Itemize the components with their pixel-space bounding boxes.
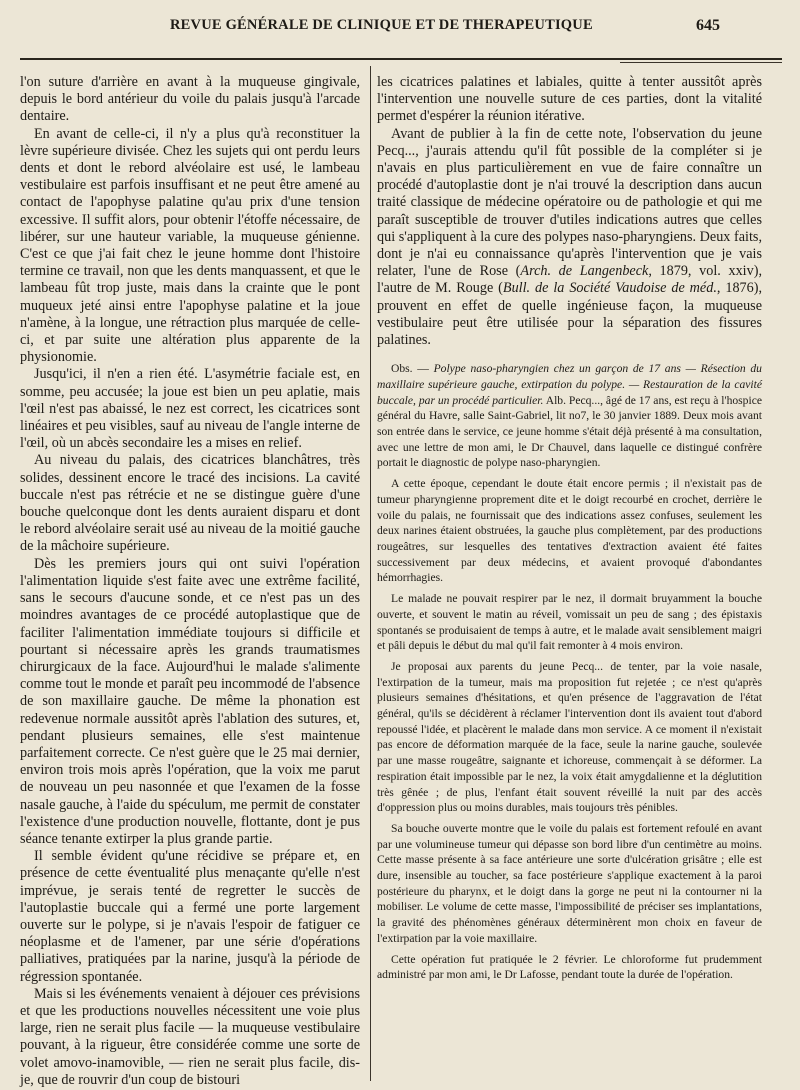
header-rule-secondary bbox=[620, 62, 782, 63]
page-number: 645 bbox=[696, 17, 720, 34]
paragraph: A cette époque, cependant le doute était encore permis ; il n'existait pas de tumeur pharyngienne proprement dite et le doigt recourbé en crochet, derrière le voile du palais, ne fournissait que des indications assez confuses, seulement les deux narines étaient obstruées, la gauche plus complètement, par des productions rougeâtres, sur lesquelles des tentatives d'extraction avaient été faites successivement par deux médecins, et avaient provoqué d'abondantes hémorrhagies. bbox=[377, 477, 762, 585]
paragraph: Le malade ne pouvait respirer par le nez, il dormait bruyamment la bouche ouverte, et souvent le matin au réveil, vomissait un peu de sang ; des épistaxis spontanés se produisaient de temps à autre, et le malade avait sensiblement maigri et pâli depuis le début du mal qu'il fait remonter à 4 mois environ. bbox=[377, 592, 762, 653]
citation: Bull. de la Société Vaudoise de méd. bbox=[502, 280, 717, 297]
paragraph: l'on suture d'arrière en avant à la muqueuse gingivale, depuis le bord antérieur du voile du palais jusqu'à l'arcade dentaire. bbox=[20, 74, 360, 125]
paragraph-text: Avant de publier à la fin de cette note, l'observation du jeune Pecq..., j'aurais attendu qu'il fût possible de la compléter si je n'avais en plus particulièrement en vue de faire connaître un procédé d'autoplastie dont je n'ai trouvé la description dans aucun traité classique de médecine opératoire ou de pathologie et qui me paraît susceptible de trouver d'utiles indications autres que celles qui s'appliquent à la cure des polypes naso-pharyngiens. Deux faits, dont je n'ai eu connaissance qu'après l'intervention que je vais relater, l'une de Rose ( bbox=[377, 125, 762, 280]
left-column bbox=[20, 74, 360, 1089]
header-rule bbox=[20, 58, 782, 60]
column-divider bbox=[370, 66, 371, 1081]
paragraph: Il semble évident qu'une récidive se prépare et, en présence de cette éventualité plus menaçante qu'elle n'est imprévue, je serais tenté de regretter le succès de l'autoplastie buccale qui a fermé une porte largement ouverte sur le polype, si je n'avais l'espoir de fatiguer ce néoplasme et de l'amener, par une série d'opérations palliatives, pratiquées par la narine, jusqu'à la période de régression spontanée. bbox=[20, 848, 360, 985]
paragraph bbox=[377, 126, 762, 350]
observation-paragraph bbox=[377, 361, 762, 471]
paragraph: Cette opération fut pratiquée le 2 février. Le chloroforme fut prudemment administré par mon ami, le Dr Lafosse, pendant toute la durée de l'opération. bbox=[377, 952, 762, 982]
paragraph-text: , 1879, vol. xxiv), l'autre de M. Rouge ( bbox=[377, 263, 762, 297]
paragraph: les cicatrices palatines et labiales, quitte à tenter aussitôt après l'intervention une nouvelle suture de ces parties, dont la vitalité permet d'espérer la réunion itérative. bbox=[377, 74, 762, 125]
right-column bbox=[377, 74, 762, 983]
observation-label: Obs. — bbox=[391, 362, 434, 376]
running-title: REVUE GÉNÉRALE DE CLINIQUE ET DE THERAPEUTIQUE bbox=[170, 17, 593, 33]
paragraph: Sa bouche ouverte montre que le voile du palais est fortement refoulé en avant par une volumineuse tumeur qui dépasse son bord libre d'un centimètre au moins. Cette masse présente à sa face antérieure une sorte d'ulcération grisâtre ; elle est dure, insensible au toucher, sa face postérieure s'applique exactement à la paroi postérieure du pharynx, et le doigt dans la gorge ne peut ni la contourner ni la mobiliser. Le volume de cette masse, l'impossibilité de préciser ses implantations, la gravité des phénomènes généraux déterminèrent mon choix en faveur de l'extirpation par la voie maxillaire. bbox=[377, 821, 762, 945]
paragraph-text: , 1876), prouvent en effet de quelle ingénieuse façon, la muqueuse vestibulaire peut être utilisée pour la séparation des fissures palatines. bbox=[377, 280, 762, 349]
paragraph: Mais si les événements venaient à déjouer ces prévisions et que les productions nouvelles nécessitent une voie plus large, rien ne serait plus facile — la muqueuse vestibulaire pouvant, à la rigueur, être considérée comme une sorte de volet amovo-inamovible, — rien ne serait plus facile, dis-je, que de rouvrir d'un coup de bistouri bbox=[20, 985, 360, 1088]
citation: Arch. de Langenbeck bbox=[520, 263, 649, 280]
paragraph: Au niveau du palais, des cicatrices blanchâtres, très solides, dessinent encore le tracé des incisions. La cavité buccale n'est pas rétrécie et ne se distingue guère d'une bouche quelconque dont les dents auraient disparu et dont le rebord alvéolaire serait usé au niveau de la moitié gauche de la mâchoire supérieure. bbox=[20, 452, 360, 555]
paragraph: Je proposai aux parents du jeune Pecq... de tenter, par la voie nasale, l'extirpation de la tumeur, mais ma proposition fut rejetée ; ce n'est qu'après plusieurs semaines d'hésitations, et qu'en présence de l'aggravation de l'état général, qu'ils se décidèrent à réclamer l'intervention dont ils avaient tout d'abord repoussé l'idée, et placèrent le malade dans mon service. A ce moment il n'existait pas encore de déformation marquée de la face, seule la narine gauche, soulevée par une masse rougeâtre, saignante et ichoreuse, commençait à se déformer. La respiration était impossible par le nez, la voix était amygdalienne et la déglutition très gênée ; de plus, l'enfant était souvent réveillé la nuit par des accès d'oppression plus ou moins durables, mais toujours très pénibles. bbox=[377, 659, 762, 815]
observation-title: Polype naso-pharyngien chez un garçon de 17 ans — Résection du maxillaire supérieure gauche, extirpation du polype. — Restauration de la cavité buccale, par un procédé particulier. bbox=[377, 362, 762, 407]
observation-text: Alb. Pecq..., âgé de 17 ans, est reçu à l'hospice général du Havre, salle Saint-Gabriel, lit no7, le 30 janvier 1889. Deux mois avant son entrée dans le service, ce jeune homme s'était déjà présenté à ma consultation, avec une lettre de mon ami, le Dr Chauvel, dans laquelle ce distingué confrère portait le diagnostic de polype naso-pharyngien. bbox=[377, 393, 762, 470]
paragraph: Dès les premiers jours qui ont suivi l'opération l'alimentation liquide s'est faite avec une extrême facilité, sans le secours d'aucune sonde, et ce n'est pas un des moindres avantages de ce procédé autoplastique que de faciliter l'alimentation immédiate toujours si difficile et pourtant si nécessaire après les grands traumatismes chirurgicaux de la face. Aujourd'hui le malade s'alimente comme tout le monde et paraît peu incommodé de l'absence de son maxillaire gauche. De même la phonation est redevenue normale aussitôt après l'ablation des sutures, et, pendant plusieurs semaines, elle s'est maintenue parfaitement correcte. Ce n'est guère que le 25 mai dernier, environ trois mois après l'opération, que la voix me parut de nouveau un peu nasonnée et que l'examen de la fosse nasale gauche, à l'aide du spéculum, me permit de constater l'existence d'une production nouvelle, flottante, dont je pus séance tenante extirper la plus grande partie. bbox=[20, 555, 360, 847]
paragraph: En avant de celle-ci, il n'y a plus qu'à reconstituer la lèvre supérieure divisée. Chez les sujets qui ont perdu leurs dents et dont le rebord alvéolaire est usé, le lambeau vestibulaire est parfois insuffisant et ne peut être amené au contact de l'apophyse palatine qu'au prix d'une tension excessive. Il suffit alors, pour obtenir l'étoffe nécessaire, de libérer, sur une hauteur variable, la muqueuse génienne. C'est ce que j'ai fait chez le jeune homme dont l'histoire termine ce travail, non que les dents manquassent, et que le lambeau fût trop juste, mais dans la crainte que le pont muqueux jeté ainsi entre l'apophyse palatine et la joue n'amène, à la longue, une rétraction plus marquée de celle-ci, et par suite une altération plus apparente de la physionomie. bbox=[20, 125, 360, 366]
paragraph: Jusqu'ici, il n'en a rien été. L'asymétrie faciale est, en somme, peu accusée; la joue est bien un peu aplatie, mais l'œil n'est pas abaissé, le nez est correct, les cicatrices sont linéaires et peu visibles, sauf au niveau de l'angle interne de l'œil, où un abcès secondaire les a mises en relief. bbox=[20, 366, 360, 452]
